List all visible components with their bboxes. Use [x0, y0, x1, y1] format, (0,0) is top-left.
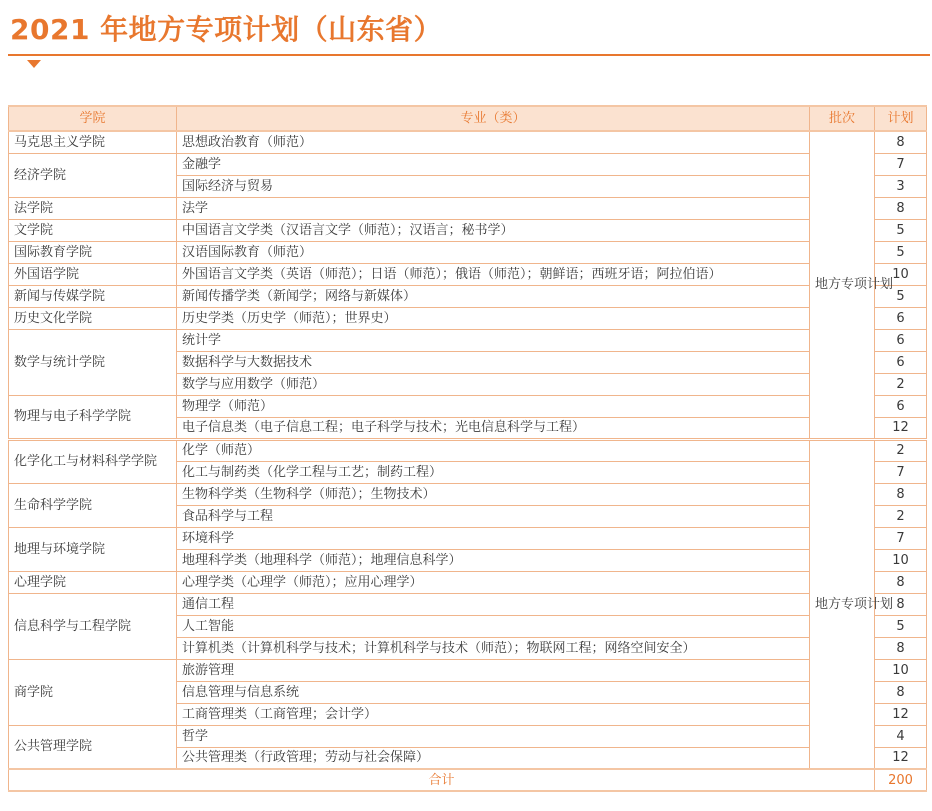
table-row [9, 571, 927, 593]
page-title: 2021 年地方专项计划（山东省） [10, 13, 443, 46]
college-cell: 心理学院 [9, 571, 177, 593]
total-label: 合计 [9, 769, 875, 791]
plan-cell: 5 [875, 241, 927, 263]
college-cell: 新闻与传媒学院 [9, 285, 177, 307]
plan-cell: 2 [875, 373, 927, 395]
major-cell: 数学与应用数学（师范） [177, 373, 810, 395]
plan-cell: 5 [875, 219, 927, 241]
plan-cell: 8 [875, 131, 927, 153]
plan-cell: 10 [875, 549, 927, 571]
table-row [9, 329, 927, 351]
plan-cell: 8 [875, 197, 927, 219]
plan-cell: 7 [875, 153, 927, 175]
major-cell: 金融学 [177, 153, 810, 175]
college-cell: 公共管理学院 [9, 725, 177, 769]
major-cell: 公共管理类（行政管理；劳动与社会保障） [177, 747, 810, 769]
major-cell: 数据科学与大数据技术 [177, 351, 810, 373]
table-row [9, 395, 927, 417]
table-header-row [9, 106, 927, 131]
plan-cell: 4 [875, 725, 927, 747]
college-cell: 数学与统计学院 [9, 329, 177, 395]
table-row [9, 241, 927, 263]
major-cell: 历史学类（历史学（师范）；世界史） [177, 307, 810, 329]
triangle-marker-icon [27, 60, 41, 68]
college-cell: 地理与环境学院 [9, 527, 177, 571]
major-cell: 法学 [177, 197, 810, 219]
college-cell: 历史文化学院 [9, 307, 177, 329]
college-cell: 法学院 [9, 197, 177, 219]
table-row [9, 153, 927, 175]
college-cell: 文学院 [9, 219, 177, 241]
table-row [9, 439, 927, 461]
table-row [9, 131, 927, 153]
major-cell: 工商管理类（工商管理；会计学） [177, 703, 810, 725]
table-row [9, 659, 927, 681]
plan-cell: 8 [875, 483, 927, 505]
major-cell: 统计学 [177, 329, 810, 351]
plan-cell: 8 [875, 571, 927, 593]
major-cell: 化工与制药类（化学工程与工艺；制药工程） [177, 461, 810, 483]
college-cell: 经济学院 [9, 153, 177, 197]
plan-cell: 3 [875, 175, 927, 197]
table-row [9, 219, 927, 241]
header-plan: 计划 [875, 106, 927, 131]
header-major: 专业（类） [177, 106, 810, 131]
major-cell: 心理学类（心理学（师范）；应用心理学） [177, 571, 810, 593]
college-cell: 马克思主义学院 [9, 131, 177, 153]
table-row [9, 285, 927, 307]
college-cell: 商学院 [9, 659, 177, 725]
plan-cell: 12 [875, 417, 927, 439]
plan-cell: 6 [875, 351, 927, 373]
table-row [9, 197, 927, 219]
plan-cell: 2 [875, 439, 927, 461]
major-cell: 通信工程 [177, 593, 810, 615]
table-body [9, 131, 927, 769]
major-cell: 电子信息类（电子信息工程；电子科学与技术；光电信息科学与工程） [177, 417, 810, 439]
major-cell: 地理科学类（地理科学（师范）；地理信息科学） [177, 549, 810, 571]
major-cell: 汉语国际教育（师范） [177, 241, 810, 263]
major-cell: 中国语言文学类（汉语言文学（师范）；汉语言；秘书学） [177, 219, 810, 241]
plan-cell: 6 [875, 307, 927, 329]
major-cell: 国际经济与贸易 [177, 175, 810, 197]
header-college: 学院 [9, 106, 177, 131]
major-cell: 人工智能 [177, 615, 810, 637]
table-row [9, 527, 927, 549]
college-cell: 信息科学与工程学院 [9, 593, 177, 659]
table-row [9, 725, 927, 747]
plan-cell: 6 [875, 395, 927, 417]
table-row [9, 483, 927, 505]
table-row [9, 307, 927, 329]
plan-cell: 10 [875, 263, 927, 285]
plan-cell: 8 [875, 593, 927, 615]
plan-cell: 12 [875, 703, 927, 725]
major-cell: 食品科学与工程 [177, 505, 810, 527]
plan-cell: 6 [875, 329, 927, 351]
major-cell: 思想政治教育（师范） [177, 131, 810, 153]
batch-cell: 地方专项计划 [810, 439, 875, 769]
college-cell: 外国语学院 [9, 263, 177, 285]
plan-cell: 5 [875, 615, 927, 637]
plan-cell: 8 [875, 637, 927, 659]
plan-cell: 5 [875, 285, 927, 307]
college-cell: 国际教育学院 [9, 241, 177, 263]
plan-cell: 10 [875, 659, 927, 681]
major-cell: 哲学 [177, 725, 810, 747]
table-row [9, 263, 927, 285]
major-cell: 外国语言文学类（英语（师范）；日语（师范）；俄语（师范）；朝鲜语；西班牙语；阿拉伯语） [177, 263, 810, 285]
major-cell: 环境科学 [177, 527, 810, 549]
plan-cell: 7 [875, 461, 927, 483]
major-cell: 生物科学类（生物科学（师范）；生物技术） [177, 483, 810, 505]
college-cell: 生命科学学院 [9, 483, 177, 527]
major-cell: 物理学（师范） [177, 395, 810, 417]
total-value: 200 [875, 769, 927, 791]
plan-cell: 7 [875, 527, 927, 549]
title-divider [8, 54, 930, 56]
major-cell: 旅游管理 [177, 659, 810, 681]
major-cell: 新闻传播学类（新闻学；网络与新媒体） [177, 285, 810, 307]
college-cell: 化学化工与材料科学学院 [9, 439, 177, 483]
college-cell: 物理与电子科学学院 [9, 395, 177, 439]
batch-cell: 地方专项计划 [810, 131, 875, 439]
plan-table [8, 105, 927, 792]
major-cell: 化学（师范） [177, 439, 810, 461]
plan-cell: 8 [875, 681, 927, 703]
plan-cell: 12 [875, 747, 927, 769]
major-cell: 信息管理与信息系统 [177, 681, 810, 703]
total-row [9, 769, 927, 791]
major-cell: 计算机类（计算机科学与技术；计算机科学与技术（师范）；物联网工程；网络空间安全） [177, 637, 810, 659]
header-batch: 批次 [810, 106, 875, 131]
plan-cell: 2 [875, 505, 927, 527]
table-row [9, 593, 927, 615]
